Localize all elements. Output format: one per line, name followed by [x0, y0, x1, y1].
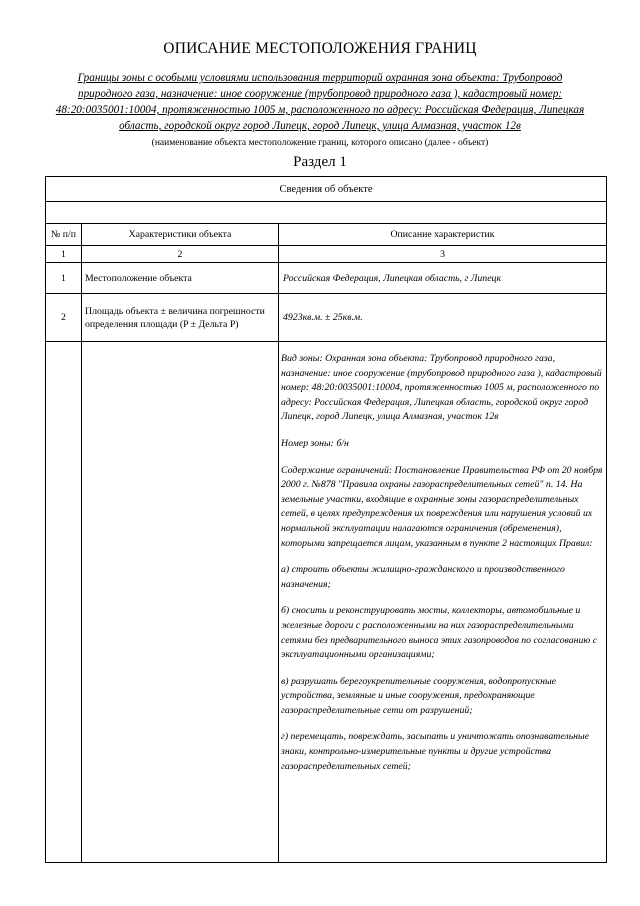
zone-description-paragraph: Номер зоны: б/н — [281, 437, 349, 449]
zone-description-paragraph: Вид зоны: Охранная зона объекта: Трубопровод природного газа, назначение: иное сооружение (трубопровод природного газа ), кадастровый номер: 48:20:0035001:10004, протяженностью 1005 м, расположенного по адресу: Российская Федерация, Липецкая область, городской округ город Липецк, город Липецк, улица Алмазная, участок 12в — [281, 353, 602, 423]
zone-description-paragraph: г) перемещать, повреждать, засыпать и уничтожать опознавательные знаки, контрольно-измерительные пункты и другие устройства газораспределительных сетей; — [281, 731, 589, 772]
blank-cell — [46, 202, 607, 224]
zone-row-characteristic — [82, 342, 279, 863]
subject-caption: (наименование объекта местоположение границ, которого описано (далее - объект) — [151, 138, 489, 148]
row-number: 2 — [46, 294, 82, 342]
table-row — [46, 294, 607, 342]
column-header-char: Характеристики объекта — [82, 224, 279, 246]
zone-description-paragraph: Содержание ограничений: Постановление Правительства РФ от 20 ноября 2000 г. №878 "Правила охраны газораспределительных сетей" п. 14. На земельные участки, входящие в охранные зоны газораспределительных сетей, в целях предупреждения их повреждения или нарушения условий их нормальной эксплуатации налагаются ограничения (обременения), которыми запрещается лицам, указанным в пункте 2 настоящих Правил: — [281, 464, 603, 549]
document-title: ОПИСАНИЕ МЕСТОПОЛОЖЕНИЯ ГРАНИЦ — [163, 40, 477, 57]
document-subject: Границы зоны с особыми условиями использования территорий охранная зона объекта: Трубопровод природного газа, назначение: иное сооружение (трубопровод природного газа ), кадастровый номер: 48:20:0035001:10004, протяженностью 1005 м, расположенного по адресу: Российская Федерация, Липецкая область, городской округ город Липецк, город Липецк, улица Алмазная, участок 12в — [55, 72, 585, 132]
table-header: Сведения об объекте — [46, 177, 607, 202]
zone-description-paragraph: б) сносить и реконструировать мосты, коллекторы, автомобильные и железные дороги с расположенными на них газораспределительными сетями без предварительного выноса этих газопроводов по согласованию с эксплуатационными организациями; — [281, 605, 598, 661]
column-number-3: 3 — [279, 246, 607, 263]
column-header-num: № п/п — [46, 224, 82, 246]
zone-description-paragraph: в) разрушать берегоукрепительные сооружения, водопропускные устройства, земляные и иные сооружения, предохраняющие газораспределительные сети от разрушений; — [281, 675, 556, 716]
zone-description — [279, 342, 606, 774]
row-description: 4923кв.м. ± 25кв.м. — [279, 294, 607, 342]
table-header-row — [46, 177, 607, 202]
column-number-row — [46, 246, 607, 263]
zone-row-number — [46, 342, 82, 863]
row-characteristic: Площадь объекта ± величина погрешности определения площади (P ± Дельта P) — [82, 294, 279, 342]
section-title: Раздел 1 — [293, 154, 347, 170]
row-description: Российская Федерация, Липецкая область, г Липецк — [279, 263, 607, 294]
table-blank-row — [46, 202, 607, 224]
zone-row-description — [279, 342, 607, 863]
column-number-2: 2 — [82, 246, 279, 263]
table-row — [46, 263, 607, 294]
row-number: 1 — [46, 263, 82, 294]
column-header-desc: Описание характеристик — [279, 224, 607, 246]
row-characteristic: Местоположение объекта — [82, 263, 279, 294]
zone-description-paragraph: а) строить объекты жилищно-гражданского и производственного назначения; — [281, 564, 565, 590]
table-row-zone — [46, 342, 607, 863]
column-number-1: 1 — [46, 246, 82, 263]
column-header-row — [46, 224, 607, 246]
object-info-table — [45, 176, 607, 863]
